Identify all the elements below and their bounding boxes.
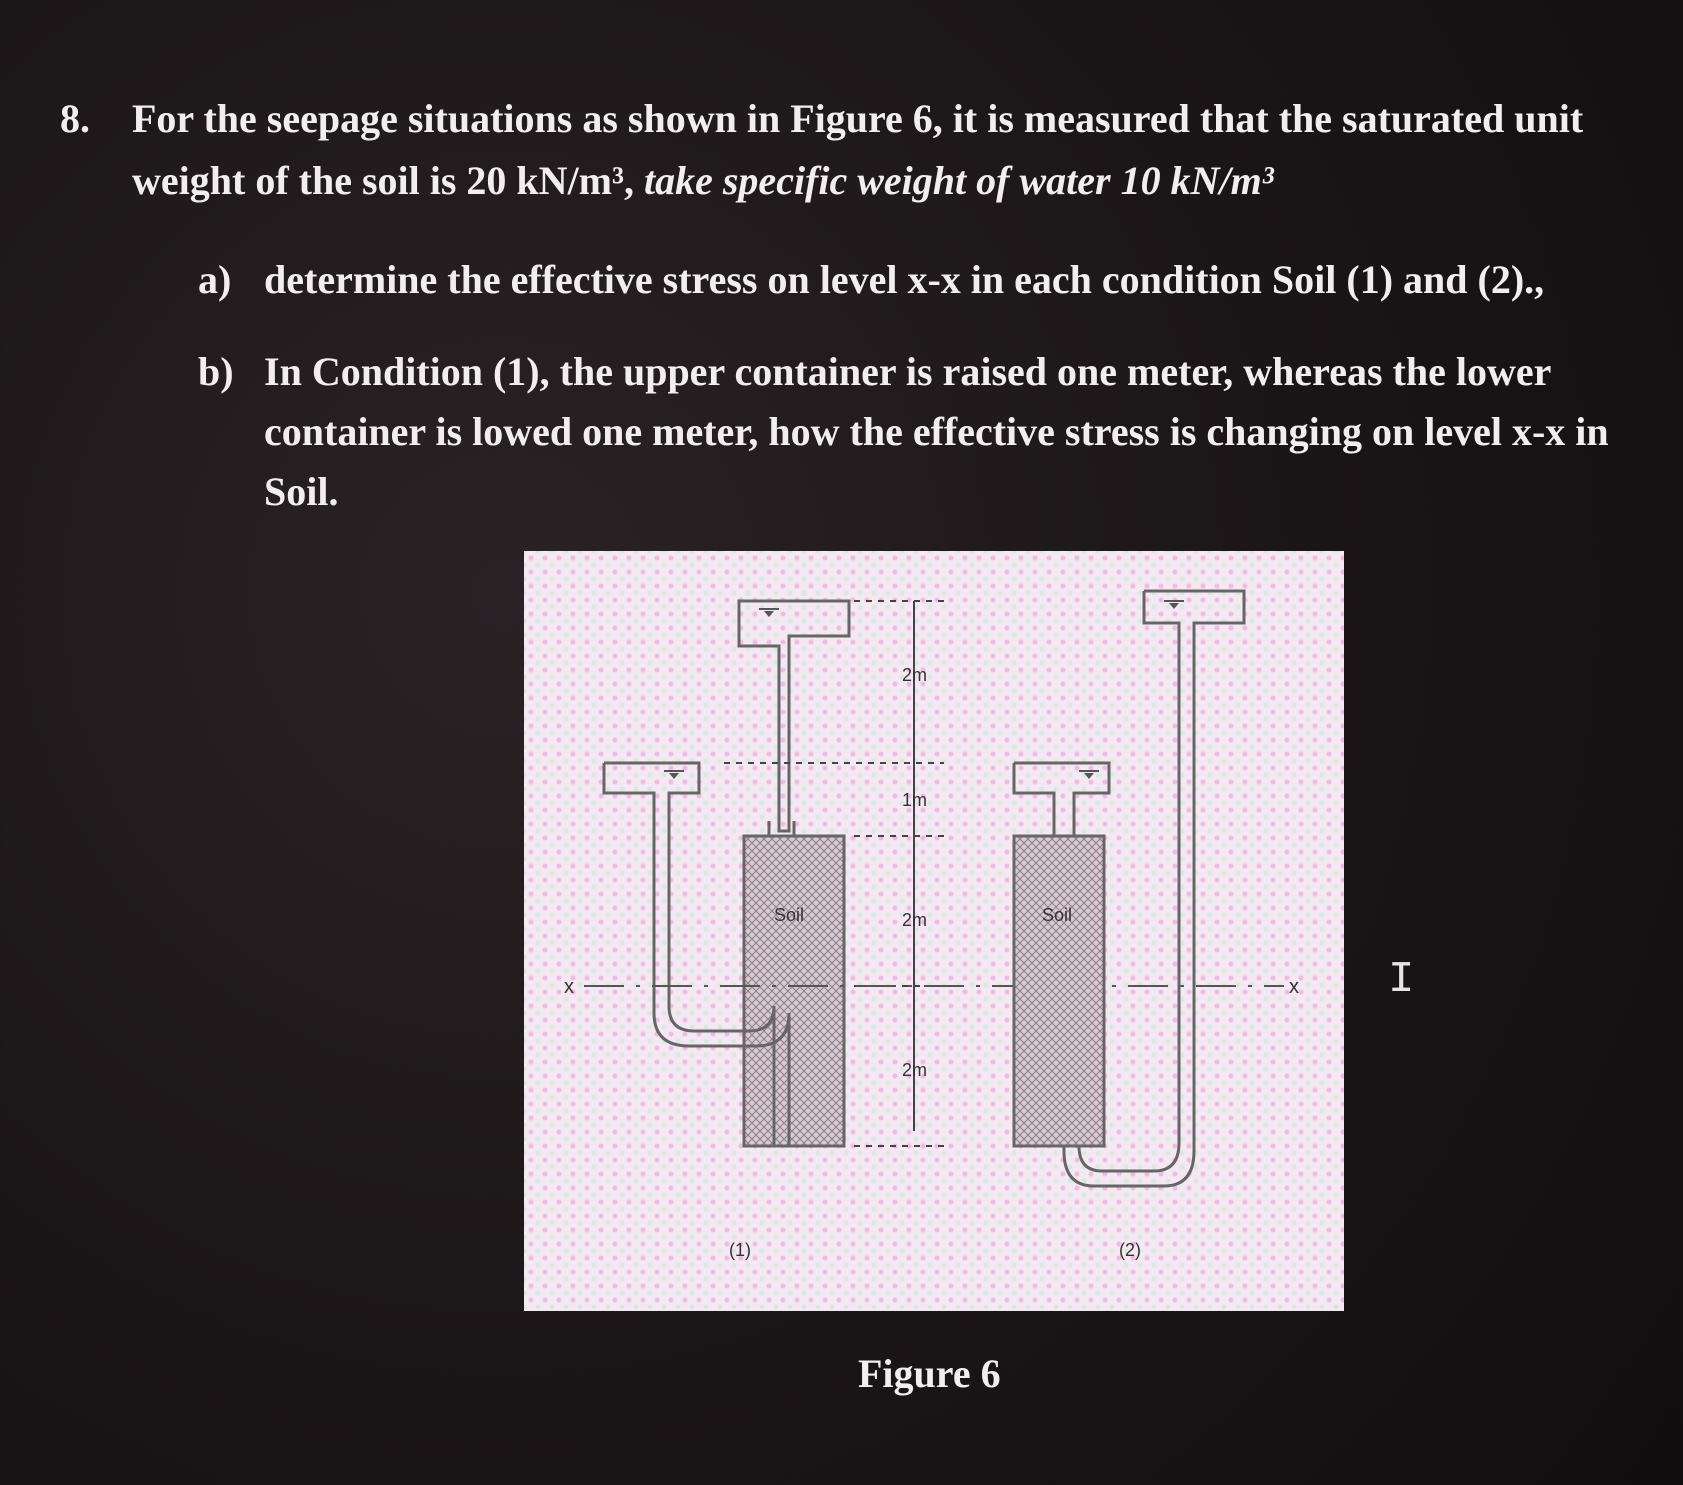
question-text-plain: For the seepage situations as shown in Figure 6, it is measured that the saturated unit weight of the soil is 20 kN/m³, [132, 96, 1584, 203]
condition-label-2: (2) [1119, 1240, 1141, 1260]
x-label-left: x [564, 976, 574, 998]
soil-column-2 [1014, 836, 1104, 1146]
soil-label-1: Soil [774, 905, 805, 925]
part-a-text: determine the effective stress on level x-x in each condition Soil (1) and (2)., [264, 257, 1545, 302]
seepage-diagram [524, 551, 1344, 1311]
dim-label-2: 1m [902, 790, 928, 810]
question-text-italic: take specific weight of water 10 kN/m³ [644, 158, 1274, 203]
part-b-label: b) [198, 349, 234, 394]
lower-tank-2 [1014, 763, 1109, 836]
water-level-icon [664, 771, 684, 779]
soil-label-2: Soil [1042, 905, 1073, 925]
water-level-icon [1079, 771, 1099, 779]
part-a-label: a) [198, 257, 232, 302]
x-label-right: x [1289, 976, 1299, 998]
figure-caption: Figure 6 [858, 1351, 1001, 1396]
water-level-icon [759, 609, 779, 617]
figure-6 [524, 551, 1344, 1311]
upper-tank-1 [739, 601, 849, 831]
soil-column-1 [744, 836, 844, 1146]
dim-label-1: 2m [902, 665, 928, 685]
question-number: 8. [60, 96, 90, 141]
part-b-text: In Condition (1), the upper container is raised one meter, whereas the lower container is lowed one meter, how the effective stress is changing on level x-x in Soil. [264, 349, 1609, 514]
condition-label-1: (1) [729, 1240, 751, 1260]
dim-label-4: 2m [902, 1060, 928, 1080]
text-cursor-icon: I [1388, 955, 1415, 1005]
dim-label-3: 2m [902, 910, 928, 930]
question-text [132, 88, 1662, 212]
water-level-icon [1164, 601, 1184, 609]
